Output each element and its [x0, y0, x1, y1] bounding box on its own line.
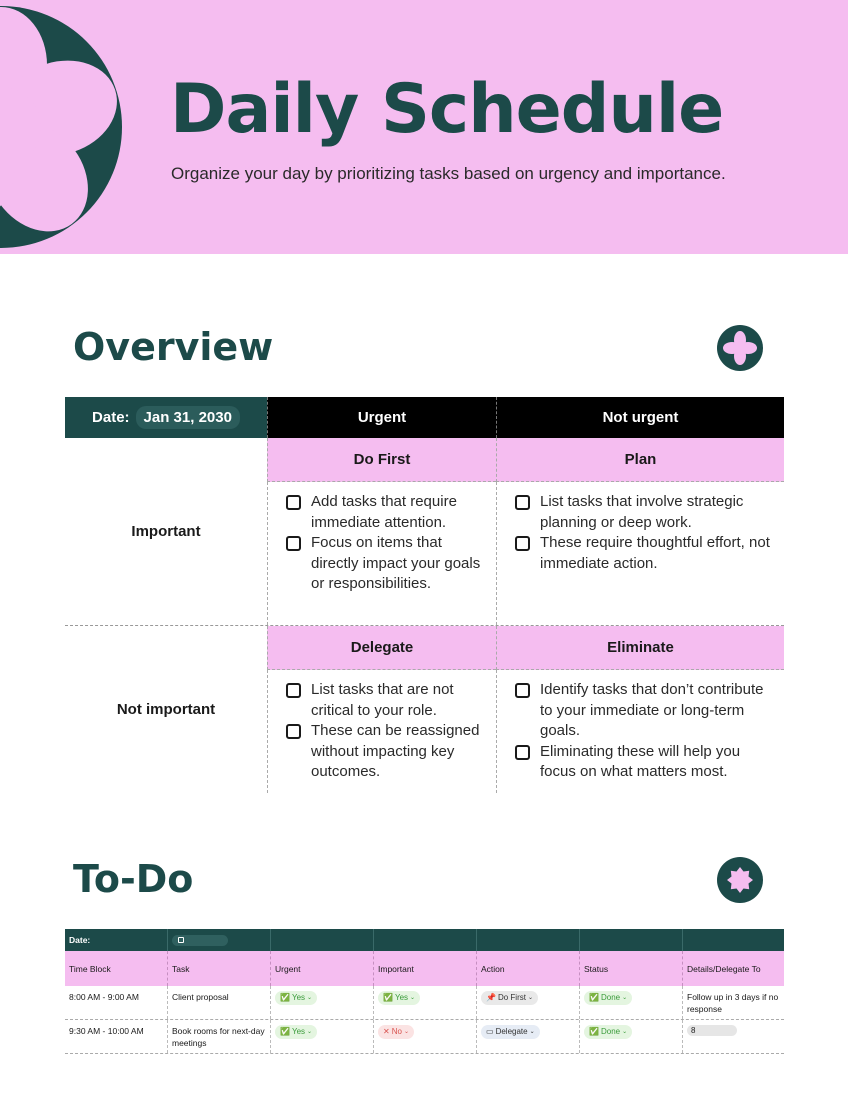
check-mark-icon: ✅ — [589, 993, 599, 1002]
flower-petals-icon — [717, 325, 763, 371]
quadrant-label-delegate: Delegate — [267, 626, 496, 670]
checklist-item[interactable]: Add tasks that require immediate attention. — [286, 492, 484, 533]
row-label-important: Important — [131, 523, 201, 540]
column-header: Action — [477, 951, 580, 986]
todo-heading: To-Do — [73, 857, 194, 901]
column-header: Task — [168, 951, 271, 986]
quadrant-label-eliminate: Eliminate — [496, 626, 784, 670]
date-field[interactable]: Jan 31, 2030 — [136, 406, 240, 429]
todo-date-label: Date: — [65, 929, 168, 951]
overview-heading: Overview — [73, 325, 274, 369]
checklist-item[interactable]: List tasks that involve strategic planning or deep work. — [515, 492, 772, 533]
time-block-cell[interactable]: 9:30 AM - 10:00 AM — [65, 1020, 168, 1053]
action-select[interactable]: 📌 Do First ⌄ — [481, 991, 538, 1005]
row-label-not-important: Not important — [116, 701, 216, 718]
checklist-item[interactable]: Eliminating these will help you focus on what matters most. — [515, 742, 772, 783]
details-cell[interactable]: Follow up in 3 days if no response — [687, 992, 779, 1014]
chevron-down-icon: ⌄ — [622, 1029, 628, 1035]
quadrant-label-do-first: Do First — [267, 438, 496, 482]
flower-decoration-icon — [0, 0, 122, 254]
eisenhower-matrix — [65, 397, 784, 793]
chevron-down-icon: ⌄ — [527, 995, 533, 1001]
column-header-not-urgent: Not urgent — [496, 397, 784, 438]
table-row — [65, 986, 784, 1020]
checkbox[interactable] — [515, 745, 530, 760]
chevron-down-icon: ⌄ — [529, 1029, 535, 1035]
status-select[interactable]: ✅ Done ⌄ — [584, 991, 632, 1005]
task-cell[interactable]: Book rooms for next-day meetings — [168, 1020, 271, 1053]
check-mark-icon: ✅ — [589, 1027, 599, 1036]
todo-date-row — [65, 929, 784, 951]
quadrant-delegate — [267, 670, 496, 793]
action-select[interactable]: ▭ Delegate ⌄ — [481, 1025, 540, 1039]
quadrant-do-first — [267, 482, 496, 625]
quadrant-eliminate — [496, 670, 784, 793]
checkbox[interactable] — [286, 536, 301, 551]
column-header: Important — [374, 951, 477, 986]
quadrant-label-plan: Plan — [496, 438, 784, 482]
details-number-field[interactable]: 8 — [687, 1025, 737, 1036]
calendar-icon — [178, 937, 184, 943]
column-header-urgent: Urgent — [267, 397, 496, 438]
matrix-date-cell — [65, 397, 267, 438]
checklist-item[interactable]: Focus on items that directly impact your goals or responsibilities. — [286, 533, 484, 595]
status-select[interactable]: ✅ Done ⌄ — [584, 1025, 632, 1039]
checklist-item[interactable]: These can be reassigned without impacting key outcomes. — [286, 721, 484, 783]
column-header: Urgent — [271, 951, 374, 986]
checkbox[interactable] — [286, 683, 301, 698]
column-header: Status — [580, 951, 683, 986]
important-select[interactable]: ✕ No ⌄ — [378, 1025, 414, 1039]
checkbox[interactable] — [515, 536, 530, 551]
date-picker[interactable] — [172, 935, 228, 946]
pin-icon: 📌 — [486, 993, 496, 1002]
date-label: Date: — [92, 409, 130, 426]
checkbox[interactable] — [515, 683, 530, 698]
star-icon — [717, 857, 763, 903]
important-select[interactable]: ✅ Yes ⌄ — [378, 991, 420, 1005]
checklist-item[interactable]: These require thoughtful effort, not immediate action. — [515, 533, 772, 574]
checklist-item[interactable]: Identify tasks that don’t contribute to your immediate or long-term goals. — [515, 680, 772, 742]
quadrant-plan — [496, 482, 784, 625]
page-subtitle: Organize your day by prioritizing tasks based on urgency and importance. — [171, 164, 726, 183]
todo-table — [65, 929, 784, 1054]
chevron-down-icon: ⌄ — [403, 1029, 409, 1035]
check-mark-icon: ✅ — [383, 993, 393, 1002]
check-mark-icon: ✅ — [280, 1027, 290, 1036]
checkbox[interactable] — [286, 495, 301, 510]
todo-column-headers — [65, 951, 784, 986]
urgent-select[interactable]: ✅ Yes ⌄ — [275, 1025, 317, 1039]
table-row — [65, 1020, 784, 1054]
delegate-icon: ▭ — [486, 1027, 494, 1036]
column-header: Time Block — [65, 951, 168, 986]
cross-mark-icon: ✕ — [383, 1027, 390, 1036]
chevron-down-icon: ⌄ — [307, 995, 313, 1001]
urgent-select[interactable]: ✅ Yes ⌄ — [275, 991, 317, 1005]
task-cell[interactable]: Client proposal — [168, 986, 271, 1019]
chevron-down-icon: ⌄ — [307, 1029, 313, 1035]
chevron-down-icon: ⌄ — [410, 995, 416, 1001]
page-title: Daily Schedule — [170, 70, 724, 149]
checkbox[interactable] — [286, 724, 301, 739]
chevron-down-icon: ⌄ — [622, 995, 628, 1001]
column-header: Details/Delegate To — [687, 963, 761, 974]
time-block-cell[interactable]: 8:00 AM - 9:00 AM — [65, 986, 168, 1019]
checklist-item[interactable]: List tasks that are not critical to your role. — [286, 680, 484, 721]
check-mark-icon: ✅ — [280, 993, 290, 1002]
checkbox[interactable] — [515, 495, 530, 510]
header-banner — [0, 0, 848, 254]
